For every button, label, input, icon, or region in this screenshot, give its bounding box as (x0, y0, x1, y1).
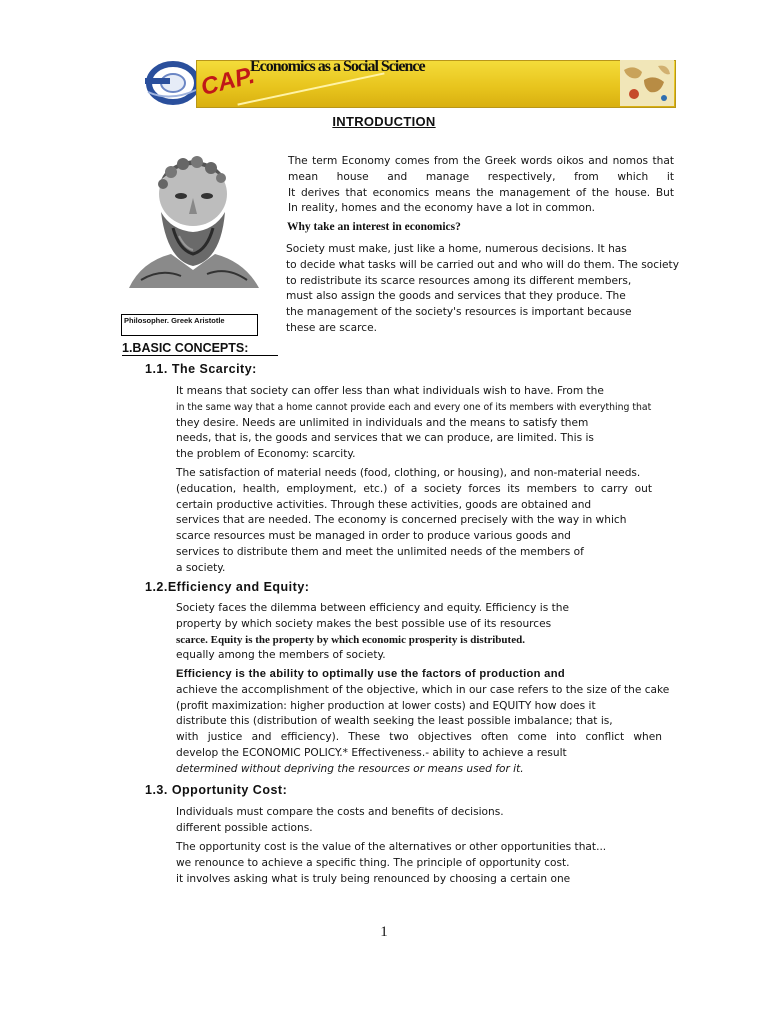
text-line: different possible actions. (176, 821, 313, 834)
portrait-caption: Philosopher. Greek Aristotle (121, 314, 258, 336)
text-line: develop the ECONOMIC POLICY.* Effectiveness.- ability to achieve a result (176, 746, 567, 759)
why-paragraph (286, 242, 679, 337)
text-line: equally among the members of society. (176, 649, 386, 662)
text-line: It means that society can offer less than what individuals wish to have. From the (176, 385, 604, 397)
text-line: determined without depriving the resources or means used for it. (176, 762, 524, 775)
text-line: property by which society makes the best possible use of its resources (176, 617, 552, 630)
text-line: Society faces the dilemma between efficiency and equity. Efficiency is the (176, 602, 569, 614)
publisher-logo (140, 58, 202, 106)
text-line: The term Economy comes from the Greek words oikos and nomos that (288, 155, 674, 167)
text-line: with justice and efficiency). These two objectives often come into conflict when (176, 731, 662, 744)
text-line: the problem of Economy: scarcity. (176, 448, 356, 461)
efficiency-paragraph-2 (176, 667, 670, 778)
text-line: it involves asking what is truly being renounced by choosing a certain one (176, 872, 571, 885)
text-line: certain productive activities. Through these activities, goods are obtained and (176, 498, 592, 511)
opportunity-cost-heading: 1.3. Opportunity Cost: (145, 783, 288, 797)
text-line: they desire. Needs are unlimited in individuals and the means to satisfy them (176, 416, 589, 429)
text-line: achieve the accomplishment of the objective, which in our case refers to the size of the cake (176, 683, 670, 696)
text-line: In reality, homes and the economy have a lot in common. (288, 202, 596, 215)
banner-title: Economics as a Social Science (250, 58, 425, 75)
basic-concepts-heading: 1.BASIC CONCEPTS: (122, 341, 278, 356)
chapter-label: CAP. (198, 61, 258, 102)
text-line: must also assign the goods and services that they produce. The (286, 290, 626, 303)
aristotle-portrait (121, 150, 266, 288)
text-line: scarce. Equity is the property by which economic prosperity is distributed. (176, 633, 525, 646)
text-line: to decide what tasks will be carried out and who will do them. The society (286, 258, 679, 271)
introduction-heading: INTRODUCTION (332, 114, 436, 129)
text-line: scarce resources must be managed in order to produce various goods and (176, 530, 571, 543)
text-line: needs, that is, the goods and services that we can produce, are limited. This is (176, 432, 594, 445)
text-line: Individuals must compare the costs and benefits of decisions. (176, 806, 504, 818)
text-line: (education, health, employment, etc.) of a society forces its members to carry out (176, 482, 652, 495)
text-line: (profit maximization: higher production at lower costs) and EQUITY how does it (176, 699, 596, 712)
intro-paragraph (288, 154, 674, 217)
text-line: Efficiency is the ability to optimally use the factors of production and (176, 668, 565, 680)
scarcity-paragraph-1 (176, 384, 676, 463)
why-heading: Why take an interest in economics? (287, 221, 461, 233)
text-line: The satisfaction of material needs (food, clothing, or housing), and non-material needs. (176, 467, 641, 479)
page-number: 1 (380, 924, 388, 940)
text-line: in the same way that a home cannot provide each and every one of its members with everything that (176, 401, 652, 413)
text-line: mean house and manage respectively, from which it (288, 170, 674, 183)
text-line: a society. (176, 561, 226, 574)
scarcity-heading: 1.1. The Scarcity: (145, 362, 257, 376)
text-line: The opportunity cost is the value of the alternatives or other opportunities that... (176, 841, 607, 853)
text-line: the management of the society's resources is important because (286, 306, 632, 319)
scarcity-paragraph-2 (176, 466, 652, 577)
text-line: we renounce to achieve a specific thing. The principle of opportunity cost. (176, 856, 570, 869)
text-line: services to distribute them and meet the unlimited needs of the members of (176, 545, 584, 558)
opportunity-paragraph-2 (176, 840, 676, 887)
text-line: Society must make, just like a home, numerous decisions. It has (286, 243, 627, 255)
text-line: services that are needed. The economy is concerned precisely with the way in which (176, 514, 627, 527)
opportunity-paragraph-1 (176, 805, 676, 837)
text-line: to redistribute its scarce resources among its different members, (286, 274, 632, 287)
efficiency-heading: 1.2.Efficiency and Equity: (145, 580, 310, 594)
text-line: It derives that economics means the management of the house. But (288, 186, 674, 199)
world-map-illustration (620, 60, 674, 106)
efficiency-paragraph-1 (176, 601, 588, 664)
text-line: distribute this (distribution of wealth seeking the least possible imbalance; that is, (176, 715, 613, 728)
text-line: these are scarce. (286, 321, 377, 334)
